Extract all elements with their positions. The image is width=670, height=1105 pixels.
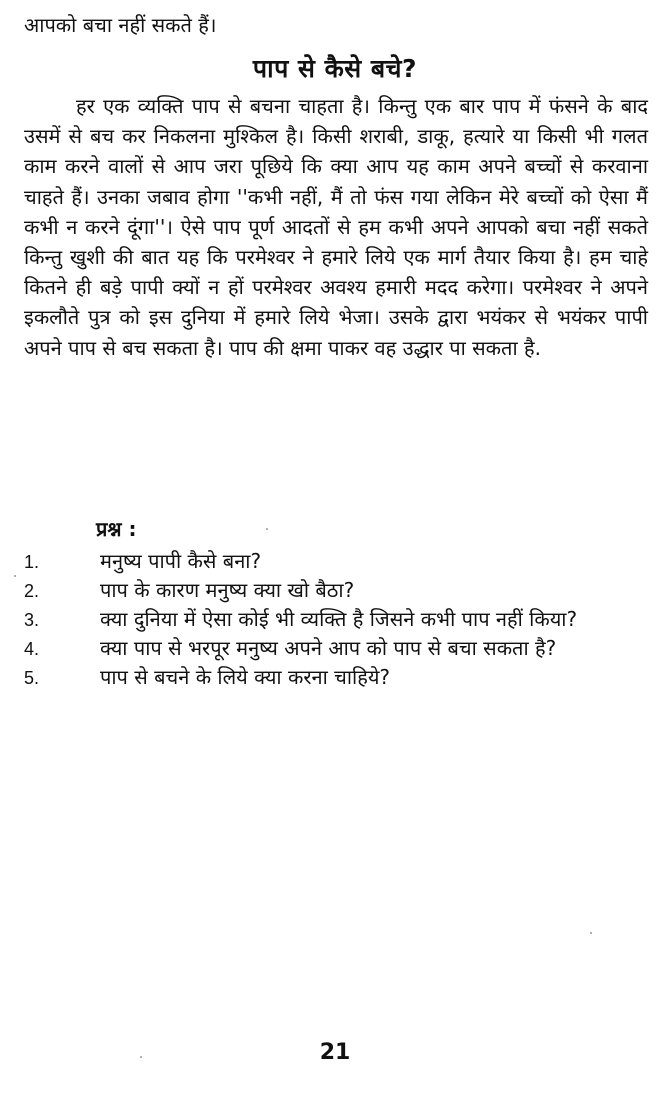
body-paragraph: हर एक व्यक्ति पाप से बचना चाहता है। किन्तु एक बार पाप में फंसने के बाद उसमें से बच कर निकलना मुश्किल है। किसी शराबी, डाकू, हत्यारे या किसी भी गलत काम करने वालों से आप जरा पूछिये कि क्या आप यह काम अपने बच्चों से करवाना चाहते हैं। उनका जबाव होगा ''कभी नहीं, मैं तो फंस गया लेकिन मेरे बच्चों को ऐसा मैं कभी न करने दूंगा''। ऐसे पाप पूर्ण आदतों से हम कभी अपने आपको बचा नहीं सकते किन्तु खुशी की बात यह कि परमेश्वर ने हमारे लिये एक मार्ग तैयार किया है। हम चाहे कितने ही बड़े पापी क्यों न हों परमेश्वर अवश्य हमारी मदद करेगा। परमेश्वर ने अपने इकलौते पुत्र को इस दुनिया में हमारे लिये भेजा। उसके द्वारा भयंकर से भयंकर पापी अपने पाप से बच सकता है। पाप की क्षमा पाकर वह उद्धार पा सकता है.: [24, 94, 648, 360]
question-item: [24, 577, 654, 604]
question-text: पाप के कारण मनुष्य क्या खो बैठा?: [100, 578, 355, 602]
question-number: 5.: [24, 668, 40, 688]
question-item: [24, 548, 654, 575]
question-number: 1.: [24, 552, 40, 572]
section-heading: पाप से कैसे बचे?: [252, 54, 418, 83]
question-text: मनुष्य पापी कैसे बना?: [100, 549, 262, 573]
question-text: क्या दुनिया में ऐसा कोई भी व्यक्ति है जिसने कभी पाप नहीं किया?: [100, 607, 578, 631]
question-item: [24, 635, 654, 662]
question-number: 4.: [24, 639, 40, 659]
scan-speck: [590, 932, 592, 934]
scan-speck: [14, 575, 16, 577]
question-text: क्या पाप से भरपूर मनुष्य अपने आप को पाप से बचा सकता है?: [100, 636, 557, 660]
question-number: 2.: [24, 581, 40, 601]
questions-heading: प्रश्न :: [96, 517, 137, 541]
page-number: 21: [319, 1040, 351, 1065]
scan-speck: [140, 1056, 142, 1058]
question-number: 3.: [24, 610, 40, 630]
question-item: [24, 664, 654, 691]
scan-speck: [266, 528, 268, 530]
question-item: [24, 606, 654, 633]
questions-list: [24, 548, 654, 693]
continued-text-line: आपको बचा नहीं सकते हैं।: [24, 13, 217, 37]
question-text: पाप से बचने के लिये क्या करना चाहिये?: [100, 665, 391, 689]
